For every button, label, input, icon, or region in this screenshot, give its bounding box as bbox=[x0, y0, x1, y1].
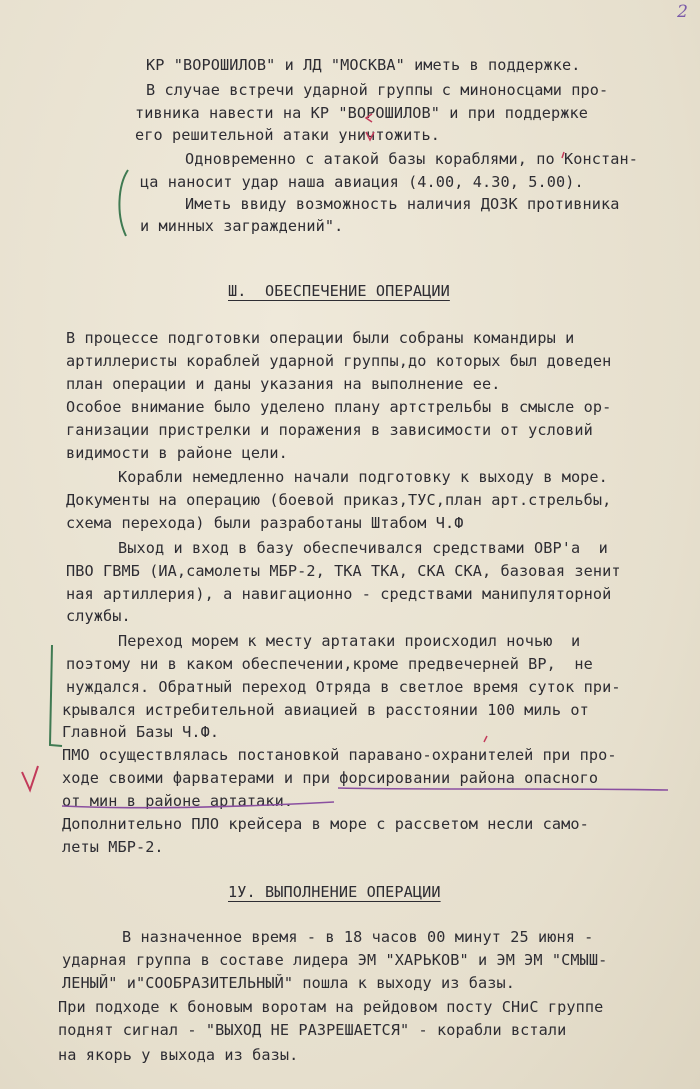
section-heading: Ш. ОБЕСПЕЧЕНИЕ ОПЕРАЦИИ bbox=[228, 282, 450, 300]
text-line: и минных заграждений". bbox=[140, 217, 344, 235]
text-line: Выход и вход в базу обеспечивался средствами ОВР'а и bbox=[118, 539, 608, 557]
text-line: Главной Базы Ч.Ф. bbox=[62, 723, 220, 741]
text-line: В назначенное время - в 18 часов 00 минут 25 июня - bbox=[122, 928, 594, 946]
text-line: ходе своими фарватерами и при форсировании района опасного bbox=[62, 769, 599, 787]
text-line: ЛЕНЫЙ" и"СООБРАЗИТЕЛЬНЫЙ" пошла к выходу из базы. bbox=[62, 974, 515, 992]
text-line: В случае встречи ударной группы с миноносцами про- bbox=[146, 81, 609, 99]
text-line: ганизации пристрелки и поражения в зависимости от условий bbox=[66, 421, 593, 439]
text-line: Переход морем к месту артатаки происходил ночью и bbox=[118, 632, 581, 650]
text-line: Одновременно с атакой базы кораблями, по Констан- bbox=[185, 150, 638, 168]
text-line: нуждался. Обратный переход Отряда в светлое время суток при- bbox=[66, 678, 621, 696]
page-number: 2 bbox=[677, 2, 688, 22]
text-line: план операции и даны указания на выполнение ее. bbox=[66, 375, 501, 393]
text-line: поэтому ни в каком обеспечении,кроме предвечерней ВР, не bbox=[66, 655, 593, 673]
text-line: ударная группа в составе лидера ЭМ "ХАРЬКОВ" и ЭМ ЭМ "СМЫШ- bbox=[62, 951, 608, 969]
text-line: Документы на операцию (боевой приказ,ТУС,план арт.стрельбы, bbox=[66, 491, 612, 509]
text-line: Особое внимание было уделено плану артстрельбы в смысле ор- bbox=[66, 398, 612, 416]
section-heading: 1У. ВЫПОЛНЕНИЕ ОПЕРАЦИИ bbox=[228, 883, 441, 901]
text-line: Иметь ввиду возможность наличия ДОЗК противника bbox=[185, 195, 620, 213]
text-line: его решительной атаки уничтожить. bbox=[135, 126, 441, 144]
text-line: Корабли немедленно начали подготовку к выходу в море. bbox=[118, 468, 608, 486]
text-line: В процессе подготовки операции были собраны командиры и bbox=[66, 329, 575, 347]
text-line: видимости в районе цели. bbox=[66, 444, 288, 462]
text-line: леты МБР-2. bbox=[62, 838, 164, 856]
text-line: Дополнительно ПЛО крейсера в море с рассветом несли само- bbox=[62, 815, 589, 833]
text-line: поднят сигнал - "ВЫХОД НЕ РАЗРЕШАЕТСЯ" - корабли встали bbox=[58, 1021, 567, 1039]
text-line: крывался истребительной авиацией в расстоянии 100 миль от bbox=[62, 701, 589, 719]
text-line: КР "ВОРОШИЛОВ" и ЛД "МОСКВА" иметь в поддержке. bbox=[146, 56, 581, 74]
text-line: ПВО ГВМБ (ИА,самолеты МБР-2, ТКА ТКА, СКА СКА, базовая зенит bbox=[66, 562, 621, 580]
text-line: артиллеристы кораблей ударной группы,до которых был доведен bbox=[66, 352, 612, 370]
text-line: ПМО осуществлялась постановкой паравано-охранителей при про- bbox=[62, 746, 617, 764]
text-line: ца наносит удар наша авиация (4.00, 4.30, 5.00). bbox=[140, 173, 584, 191]
text-line: схема перехода) были разработаны Штабом Ч.Ф bbox=[66, 514, 464, 532]
text-line: тивника навести на КР "ВОРОШИЛОВ" и при поддержке bbox=[135, 104, 588, 122]
text-line: на якорь у выхода из базы. bbox=[58, 1046, 299, 1064]
text-line: При подходе к боновым воротам на рейдовом посту СНиС группе bbox=[58, 998, 604, 1016]
text-line: от мин в районе артатаки. bbox=[62, 792, 294, 810]
text-line: службы. bbox=[66, 607, 131, 625]
text-line: ная артиллерия), а навигационно - средствами манипуляторной bbox=[66, 585, 612, 603]
